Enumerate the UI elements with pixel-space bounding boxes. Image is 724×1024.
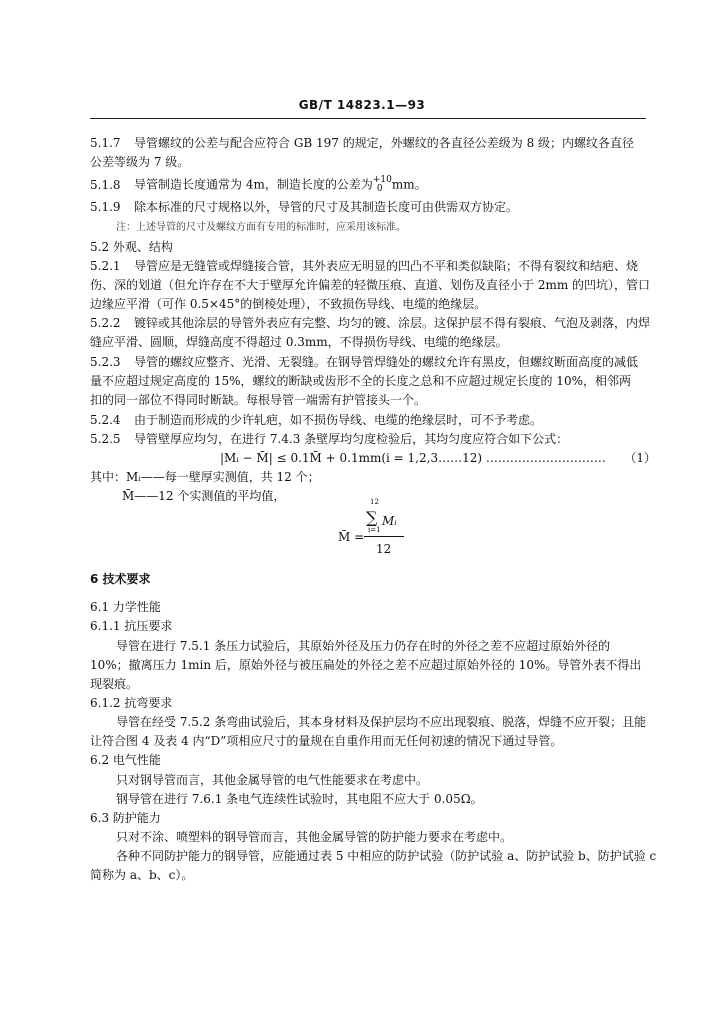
sum-sign: ∑ bbox=[366, 508, 378, 527]
clause-6-1-1-line-2: 10%；撤离压力 1min 后，原始外径与被压扁处的外径之差不应超过原始外径的 10%。导管外表不得出 bbox=[90, 658, 642, 672]
clause-text: 除本标准的尺寸规格以外，导管的尺寸及其制造长度可由供需双方协定。 bbox=[134, 200, 519, 214]
mean-symbol: M̄ = bbox=[338, 530, 365, 544]
formula-where-1: 其中：Mᵢ——每一壁厚实测值，共 12 个； bbox=[90, 470, 320, 484]
length-tolerance bbox=[373, 176, 392, 194]
section-6-3-line-2: 各种不同防护能力的钢导管，应能通过表 5 中相应的防护试验（防护试验 a、防护试验 b、防护试验 c bbox=[116, 849, 657, 863]
clause-5-2-3-line-3: 扣的同一部位不得同时断缺。每根导管一端需有护管接头一个。 bbox=[90, 393, 427, 407]
clause-6-1-2-line-2: 让符合图 4 及表 4 内“D”项相应尺寸的量规在自重作用而无任何初速的情况下通过导管。 bbox=[90, 734, 563, 748]
clause-5-1-7-line-2: 公差等级为 7 级。 bbox=[90, 155, 190, 169]
clause-5-1-8 bbox=[90, 176, 656, 194]
formula-1 bbox=[220, 451, 656, 465]
formula-where-2: M̄——12 个实测值的平均值， bbox=[122, 489, 286, 503]
clause-5-1-9 bbox=[90, 200, 656, 214]
page-header: GB/T 14823.1—93 bbox=[298, 98, 426, 112]
equation-number: （1） bbox=[624, 451, 656, 465]
clause-6-1-2-title: 6.1.2 抗弯要求 bbox=[90, 696, 173, 710]
clause-number: 5.2.5 bbox=[90, 432, 121, 446]
clause-5-2-1-line-1 bbox=[90, 259, 656, 273]
clause-text: 导管的螺纹应整齐、光滑、无裂缝。在钢导管焊缝处的螺纹允许有黑皮，但螺纹断面高度的减低 bbox=[134, 355, 639, 369]
section-6-1-title: 6.1 力学性能 bbox=[90, 600, 161, 614]
clause-5-2-4 bbox=[90, 413, 656, 427]
formula-expression: |Mᵢ − M̄| ≤ 0.1M̄ + 0.1mm(i = 1,2,3……12) ………………………… bbox=[220, 451, 606, 465]
clause-text: 导管应是无缝管或焊缝接合管，其外表应无明显的凹凸不平和类似缺陷；不得有裂纹和结疤、烧 bbox=[134, 259, 639, 273]
sum-term: Mᵢ bbox=[382, 514, 397, 528]
clause-text: 导管制造长度通常为 4m，制造长度的公差为 bbox=[134, 177, 373, 192]
clause-5-2-3-line-2: 量不应超过规定高度的 15%，螺纹的断缺或齿形不全的长度之总和不应超过规定长度的 10%，相邻两 bbox=[90, 374, 631, 388]
clause-unit: mm。 bbox=[391, 177, 427, 192]
section-6-3-line-3: 简称为 a、b、c）。 bbox=[90, 868, 194, 882]
clause-5-2-2-line-2: 缝应平滑、圆顺，焊缝高度不得超过 0.3mm，不得损伤导线、电缆的绝缘层。 bbox=[90, 335, 508, 349]
section-5-2-title: 5.2 外观、结构 bbox=[90, 240, 173, 254]
clause-number: 5.1.7 bbox=[90, 136, 121, 150]
clause-5-2-1-line-2: 伤、深的划道（但允许存在不大于壁厚允许偏差的轻微压痕、直道、划伤及直径小于 2mm 的凹坑），管口 bbox=[90, 278, 651, 292]
clause-text: 镀锌或其他涂层的导管外表应有完整、均匀的镀、涂层。这保护层不得有裂痕、气泡及剥落，内焊 bbox=[134, 316, 651, 330]
clause-text: 导管螺纹的公差与配合应符合 GB 197 的规定，外螺纹的各直径公差级为 8 级；内螺纹各直径 bbox=[134, 136, 635, 150]
clause-6-1-1-line-3: 现裂痕。 bbox=[90, 677, 139, 691]
mean-formula bbox=[338, 498, 428, 562]
tolerance-lower: 0 bbox=[376, 184, 383, 194]
clause-number: 5.2.1 bbox=[90, 259, 121, 273]
clause-number: 5.2.3 bbox=[90, 355, 121, 369]
header-rule bbox=[90, 118, 646, 119]
clause-6-1-1-title: 6.1.1 抗压要求 bbox=[90, 619, 173, 633]
clause-6-1-1-line-1: 导管在进行 7.5.1 条压力试验后，其原始外径及压力仍存在时的外径之差不应超过原始外径的 bbox=[116, 639, 611, 653]
section-6-2-title: 6.2 电气性能 bbox=[90, 753, 161, 767]
section-6-title: 6 技术要求 bbox=[90, 572, 151, 586]
tolerance-upper: +10 bbox=[372, 175, 392, 185]
clause-6-1-2-line-1: 导管在经受 7.5.2 条弯曲试验后，其本身材料及保护层均不应出现裂痕、脱落，焊缝不应开裂；且能 bbox=[116, 715, 647, 729]
sum-lower-limit: i=1 bbox=[368, 526, 381, 534]
sum-upper-limit: 12 bbox=[370, 498, 379, 506]
clause-number: 5.2.2 bbox=[90, 316, 121, 330]
denominator: 12 bbox=[376, 542, 392, 556]
section-6-3-title: 6.3 防护能力 bbox=[90, 811, 161, 825]
clause-5-1-9-note: 注：上述导管的尺寸及螺纹方面有专用的标准时，应采用该标准。 bbox=[116, 222, 406, 233]
section-6-3-line-1: 只对不涂、喷塑料的钢导管而言，其他金属导管的防护能力要求在考虑中。 bbox=[116, 830, 513, 844]
section-6-2-line-1: 只对钢导管而言，其他金属导管的电气性能要求在考虑中。 bbox=[116, 773, 429, 787]
clause-number: 5.2.4 bbox=[90, 413, 121, 427]
clause-5-1-7-line-1 bbox=[90, 136, 656, 150]
clause-5-2-1-line-3: 边缘应平滑（可作 0.5×45°的倒棱处理），不致损伤导线、电缆的绝缘层。 bbox=[90, 297, 487, 311]
clause-5-2-2-line-1 bbox=[90, 316, 656, 330]
fraction-bar bbox=[364, 536, 404, 537]
clause-text: 导管壁厚应均匀，在进行 7.4.3 条壁厚均匀度检验后，其均匀度应符合如下公式： bbox=[134, 432, 569, 446]
clause-text: 由于制造而形成的少许轧疤，如不损伤导线、电缆的绝缘层时，可不予考虑。 bbox=[134, 413, 543, 427]
clause-number: 5.1.9 bbox=[90, 200, 121, 214]
clause-5-2-3-line-1 bbox=[90, 355, 656, 369]
clause-5-2-5 bbox=[90, 432, 656, 446]
clause-number: 5.1.8 bbox=[90, 177, 121, 192]
section-6-2-line-2: 钢导管在进行 7.6.1 条电气连续性试验时，其电阻不应大于 0.05Ω。 bbox=[116, 792, 483, 806]
